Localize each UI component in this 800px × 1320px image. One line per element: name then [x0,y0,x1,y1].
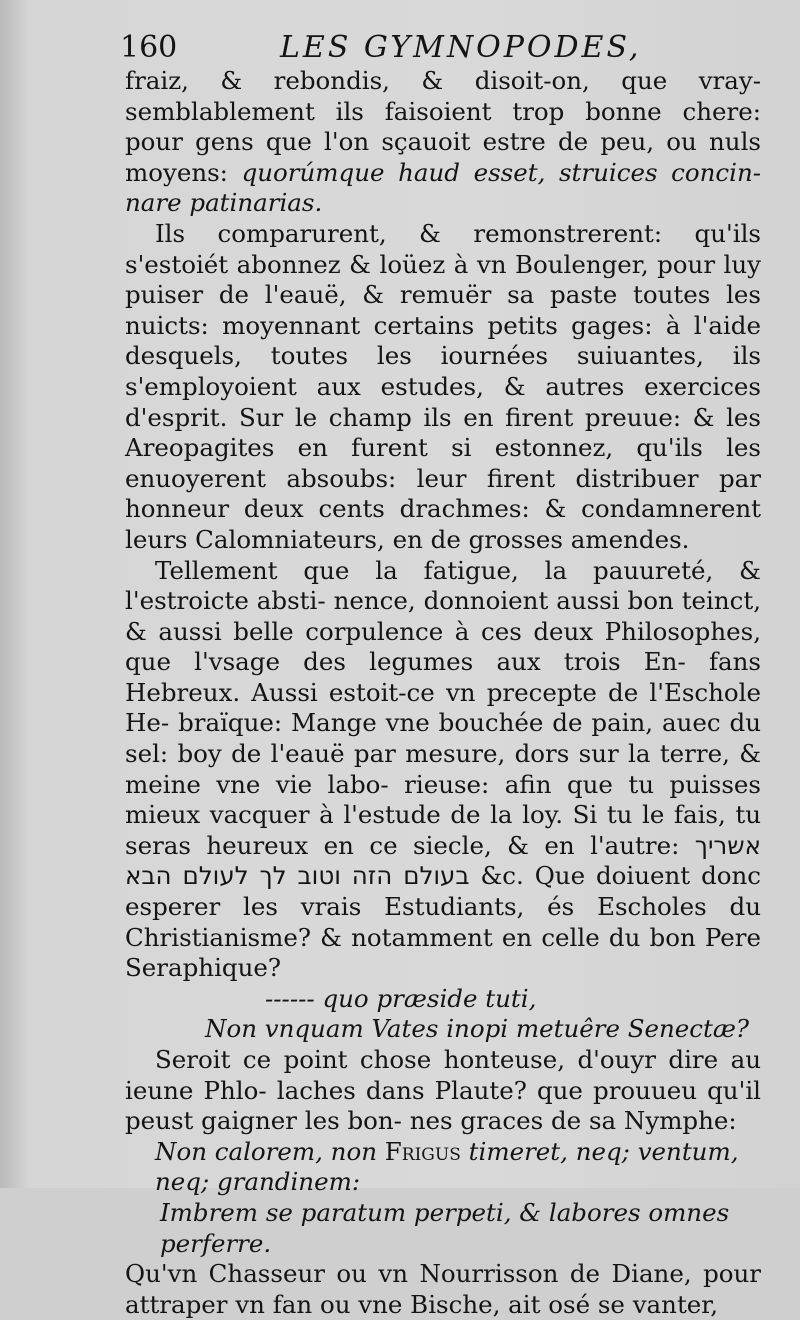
text-line: laches dans Plaute? que prouueu qu'il peust gaigner les bon- [125,1075,761,1136]
text-line: deux cents drachmes: & condamnerent leurs Calomniateurs, [125,494,761,554]
running-title: LES GYMNOPODES, [280,30,642,65]
text-line: Tellement que la fatigue, la pauureté, & l'estroicte absti- [125,555,761,616]
paragraph-4 [125,1045,761,1137]
page-header [120,30,760,70]
text-line: Seroit ce point chose honteuse, d'ouyr dire au ieune Phlo- [125,1045,761,1105]
text-line: aux estudes, & autres exercices d'esprit. Sur le champ ils en [125,371,762,432]
text-line: à ces deux Philosophes, que l'vsage des legumes aux trois En- [125,616,762,677]
text-line: vn fan ou vne Bische, ait osé se vanter, [235,1289,719,1319]
text-line: rieuse: afin que tu puisses mieux vacquer à l'estude de la [125,769,761,830]
text-line: en de grosses amendes. [392,524,690,554]
text-line: l'eauë par mesure, dors sur la terre, & meine vne vie labo- [125,739,762,799]
text-line: fraiz, & rebondis, & disoit-on, que vray-semblablement ils [125,66,761,126]
text-line: & notamment en celle du bon Pere Seraphique? [125,922,761,983]
hebrew-quote: אשריך בעולם הזה וטוב לך לעולם הבא [125,830,761,891]
text-line: nes graces de sa Nymphe: [409,1106,737,1136]
paragraph-1 [125,66,761,219]
text-line: les enuoyerent absoubs: leur firent distribuer par honneur [125,433,761,524]
verse-line: Imbrem se paratum perpeti, & labores omnes perferre. [160,1197,730,1258]
paragraph-5 [125,1259,761,1320]
verse-part: Non calorem, non [155,1136,377,1166]
body-text [125,66,761,1320]
text-line: l'aide desquels, toutes les iournées suiuantes, ils s'employoient [125,310,761,401]
text-line: &c. Que doiuent donc [480,861,761,891]
paragraph-2 [125,219,761,556]
text-line: & loüez à vn Boulenger, pour luy puiser de l'eauë, & remuër [125,249,761,310]
paragraph-3 [125,556,761,984]
verse-smallcaps: Frigus [384,1136,461,1166]
text-line: faisoient trop bonne chere: pour gens que l'on sçauoit estre [125,96,761,157]
page-number: 160 [120,30,178,65]
verse-line: Non vnquam Vates inopi metuêre Senectæ? [205,1014,750,1044]
text-line: braïque: Mange vne bouchée de pain, auec du sel: boy de [125,708,761,769]
latin-quote: quorúmque haud esset, struices concin- [241,157,762,187]
text-line: nence, donnoient aussi bon teinct, & aussi belle corpulence [125,586,762,646]
verse-line [125,1137,761,1198]
text-line: loy. Si tu le fais, tu seras heureux en ce siecle, & en l'autre: [125,800,761,860]
text-line: esperer les vrais Estudiants, és Escholes du Christianisme? [125,892,761,952]
verse-part: timeret, neq; ventum, neq; grandinem: [155,1136,739,1197]
text-line: sa paste toutes les nuicts: moyennant certains petits gages: à [125,280,762,340]
verse-line: ------ quo præside tuti, [265,983,537,1013]
text-line: Ils comparurent, & remonstrerent: qu'ils s'estoiét abonnez [125,218,761,279]
text-line: Qu'vn Chasseur ou vn Nourrisson de Diane, pour attraper [125,1259,761,1319]
text-line: fans Hebreux. Aussi estoit-ce vn precepte de l'Eschole He- [125,647,761,738]
text-line: firent preuue: & les Areopagites en furent si estonnez, qu'ils [125,402,761,463]
text-line: de peu, ou nuls moyens: [125,127,761,187]
latin-quote: nare patinarias. [125,188,323,218]
